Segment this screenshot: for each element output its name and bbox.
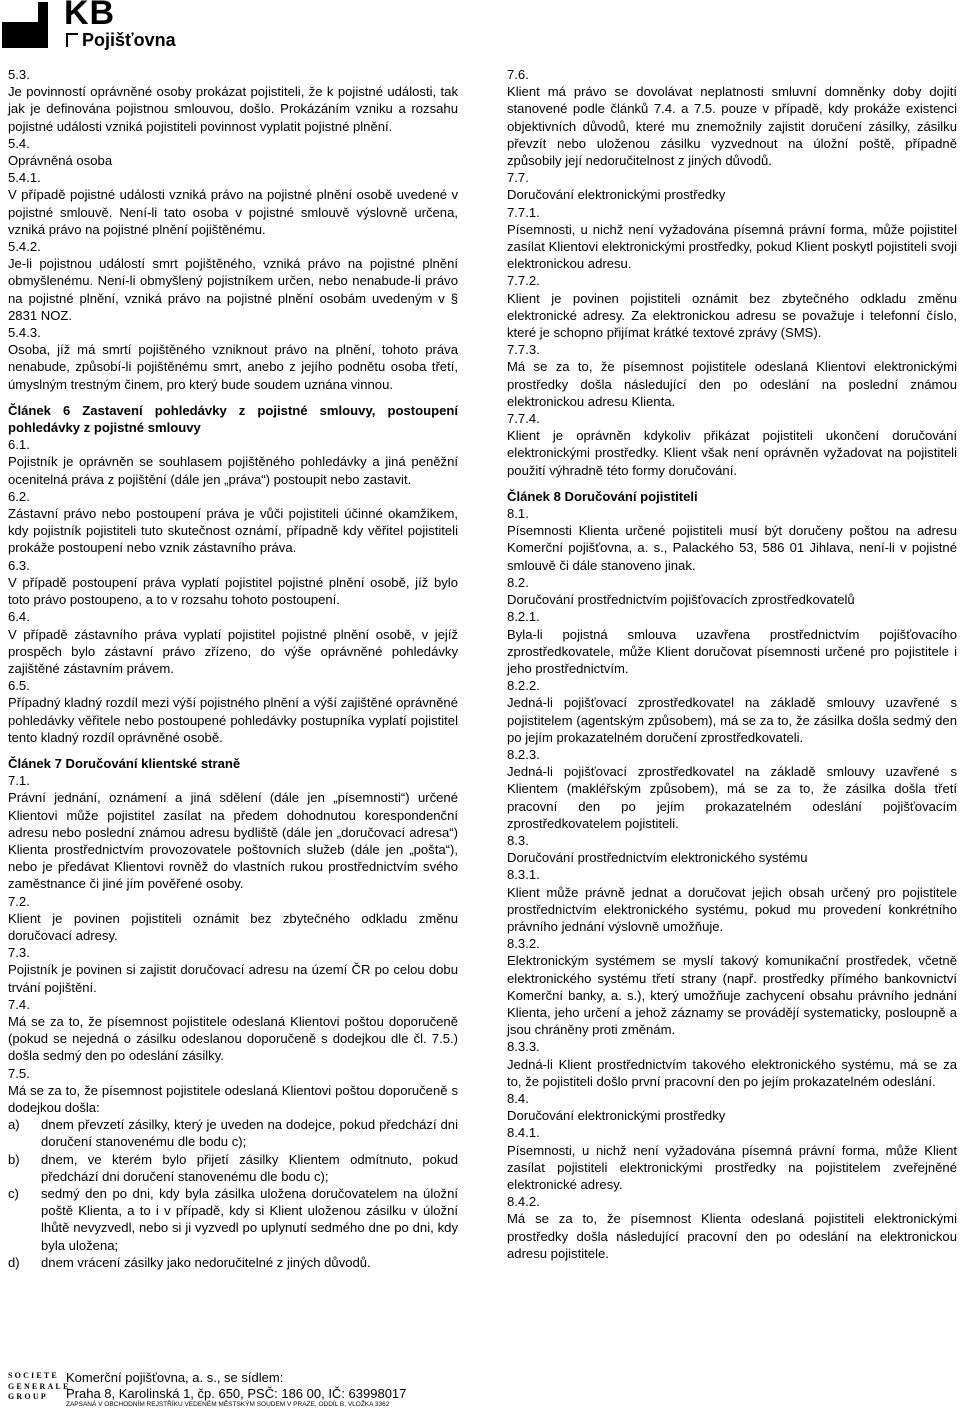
- section-number: 8.3.3.: [507, 1039, 540, 1055]
- subheading: Doručování elektronickými prostředky: [507, 1108, 726, 1124]
- list-item: [8, 1254, 458, 1271]
- section-number: 8.2.2.: [507, 678, 540, 694]
- footer-address-line: Praha 8, Karolinská 1, čp. 650, PSČ: 186 00, IČ: 63998017: [66, 1386, 407, 1401]
- paragraph: Případný kladný rozdíl mezi výší pojistného plnění a výší zajištěné oprávněné pohledávky věřitele nebo postoupené pohledávky postupníka vyplatí pojistitel tento kladný rozdíl oprávněné osobě.: [8, 695, 458, 745]
- paragraph: Písemnosti Klienta určené pojistiteli musí být doručeny poštou na adresu Komerční pojišťovna, a. s., Palackého 53, 586 01 Jihlava, není-li v pojistné smlouvě či dále stanoveno jinak.: [507, 523, 957, 573]
- right-column: [507, 66, 957, 1262]
- footer-company-line: Komerční pojišťovna, a. s., se sídlem:: [66, 1370, 284, 1385]
- section-number: 7.6.: [507, 67, 529, 82]
- footer-registry-line: ZAPSANÁ V OBCHODNÍM REJSTŘÍKU VEDENÉM MĚSTSKÝM SOUDEM V PRAZE, ODDÍL B, VLOŽKA 3362: [66, 1401, 390, 1408]
- list-text: dnem vrácení zásilky jako nedoručitelné z jiných důvodů.: [41, 1254, 371, 1270]
- paragraph: V případě zástavního práva vyplatí pojistitel pojistné plnění osobě, v jejíž prospěch bylo zástavní právo zřízeno, do výše oprávněné pohledávky zajištěné zástavním právem.: [8, 626, 458, 676]
- list-text: dnem převzetí zásilky, který je uveden na dodejce, pokud předchází dni doručení stanovenému dle bodu c);: [41, 1117, 458, 1150]
- kb-logo-mark: [2, 2, 48, 48]
- section-number: 8.1.: [507, 506, 529, 522]
- list-label: d): [8, 1254, 20, 1270]
- section-number: 8.4.1.: [507, 1125, 540, 1141]
- section-number: 7.1.: [8, 773, 30, 789]
- subheading: Doručování prostřednictvím pojišťovacích zprostředkovatelů: [507, 592, 855, 608]
- paragraph: Písemnosti, u nichž není vyžadována písemná právní forma, může pojistitel zasílat Klientovi elektronickými prostředky, pokud Klient poskytl pojistiteli svoji elektronickou adresu.: [507, 221, 957, 272]
- list-label: a): [8, 1117, 20, 1133]
- section-number: 7.5.: [8, 1065, 30, 1081]
- list-text: dnem, ve kterém bylo přijetí zásilky Klientem odmítnuto, pokud předchází dni doručení stanovenému dle bodu c);: [41, 1151, 458, 1184]
- logo-subtitle-text: Pojišťovna: [82, 30, 176, 50]
- section-number: 5.4.: [8, 135, 30, 151]
- section-number: 8.3.: [507, 832, 529, 848]
- paragraph: Klient má právo se dovolávat neplatnosti smluvní domněnky doby dojití stanovené podle článků 7.4. a 7.5. pouze v případě, kdy prokáže existenci objektivních důvodů, které mu znemožnily zajistit doručení zásilky, zásilku převzít nebo uloženou zásilku vyzvednout na úložní poště, případně způsobily její nedoručitelnost z jiných důvodů.: [507, 84, 957, 169]
- list-item: [8, 1116, 458, 1150]
- paragraph: Písemnosti, u nichž není vyžadována písemná právní forma, může Klient zasílat pojistiteli elektronickými prostředky na pojistitelem zveřejněné elektronické adresy.: [507, 1142, 957, 1192]
- article-heading: Článek 8 Doručování pojistiteli: [507, 488, 698, 504]
- section-number: 8.4.: [507, 1090, 529, 1106]
- section-number: 7.7.2.: [507, 273, 540, 289]
- paragraph: Klient je oprávněn kdykoliv přikázat pojistiteli ukončení doručování elektronickými prostředky. Klient však není oprávněn vyžadovat na pojistiteli použití výhradně této formy doručování.: [507, 428, 957, 478]
- section-number: 6.2.: [8, 488, 30, 504]
- article-heading: Článek 6 Zastavení pohledávky z pojistné smlouvy, postoupení pohledávky z pojistné smlouvy: [8, 402, 458, 436]
- paragraph: Jedná-li pojišťovací zprostředkovatel na základě smlouvy uzavřené s Klientem (makléřským způsobem), má se za to, že zásilka došla třetí pracovní den po jejím prokazatelném odeslání pojišťovacím zprostředkovatelem pojistiteli.: [507, 764, 957, 831]
- section-number: 5.4.2.: [8, 239, 41, 255]
- section-number: 8.2.3.: [507, 746, 540, 762]
- section-number: 8.2.: [507, 574, 529, 590]
- section-number: 6.1.: [8, 437, 30, 453]
- sg-logo-line: SOCIETE: [8, 1371, 59, 1380]
- document-header: [0, 0, 960, 52]
- subheading: Doručování elektronickými prostředky: [507, 187, 726, 203]
- section-number: 8.3.2.: [507, 936, 540, 952]
- section-number: 6.4.: [8, 609, 30, 625]
- sg-logo-line: GROUP: [8, 1392, 48, 1401]
- section-number: 7.3.: [8, 945, 30, 961]
- paragraph: Klient je povinen pojistiteli oznámit bez zbytečného odkladu změnu doručovací adresy.: [8, 910, 458, 943]
- subheading: Doručování prostřednictvím elektronického systému: [507, 850, 808, 866]
- paragraph: Pojistník je oprávněn se souhlasem pojištěného pohledávky a jiná peněžní ocenitelná práva z pojištění (dále jen „práva“) postoupit nebo zastavit.: [8, 454, 458, 487]
- section-number: 8.2.1.: [507, 609, 540, 625]
- section-number: 7.7.3.: [507, 342, 540, 358]
- section-number: 7.7.1.: [507, 204, 540, 220]
- paragraph: Má se za to, že písemnost pojistitele odeslaná Klientovi poštou doporučeně (pokud se nejedná o zásilku odeslanou doporučeně s dodejkou dle čl. 7.5.) došla sedmý den po odeslání zásilky.: [8, 1013, 458, 1064]
- section-number: 5.3.: [8, 67, 30, 82]
- section-number: 8.4.2.: [507, 1194, 540, 1210]
- paragraph: Osoba, jíž má smrtí pojištěného vzniknout právo na plnění, tohoto práva nenabude, způsobí-li pojištěnému smrt, anebo z jejího podnětu osoba třetí, úmyslným trestným činem, pro který bude soudem uznána vinnou.: [8, 342, 458, 392]
- section-number: 8.3.1.: [507, 867, 540, 883]
- article-heading: Článek 7 Doručování klientské straně: [8, 755, 241, 771]
- paragraph: Byla-li pojistná smlouva uzavřena prostřednictvím pojišťovacího zprostředkovatele, může Klient doručovat písemnosti určené pro pojistitele i jeho prostřednictvím.: [507, 626, 957, 676]
- list-item: [8, 1151, 458, 1185]
- section-number: 7.7.4.: [507, 411, 540, 427]
- logo-kb-text: KB: [64, 0, 116, 32]
- paragraph: Má se za to, že písemnost pojistitele odeslaná Klientovi elektronickými prostředky došla následující den po odeslání na poslední známou elektronickou adresu Klienta.: [507, 359, 957, 409]
- left-column: [8, 66, 458, 1271]
- section-number: 6.5.: [8, 678, 30, 694]
- paragraph: Elektronickým systémem se myslí takový komunikační prostředek, včetně elektronického systému třetí strany (např. prostředky přímého bankovnictví Komerční banky, a. s.), který umožňuje zachycení obsahu právního jednání Klienta, jeho určení a jehož záznamy se provádějí systematicky, posloupně a jsou chráněny proti změnám.: [507, 953, 957, 1038]
- section-number: 5.4.1.: [8, 170, 41, 186]
- paragraph: Právní jednání, oznámení a jiná sdělení (dále jen „písemnosti“) určené Klientovi může pojistitel zasílat na předem dohodnutou korespondenční adresu nebo poslední známou adresu bydliště (dále jen „doručovací adresa“) Klienta prostřednictvím provozovatele poštovních služeb (dále jen „pošta“), nebo je předávat Klientovi rovněž do vlastních rukou prostřednictvím svého zaměstnance či jiné jím pověřené osoby.: [8, 790, 458, 892]
- paragraph: Jedná-li Klient prostřednictvím takového elektronického systému, má se za to, že pojistiteli došlo první pracovní den po jejím prokazatelném odeslání.: [507, 1056, 957, 1089]
- subheading: Oprávněná osoba: [8, 153, 113, 169]
- logo-subtitle: [66, 31, 176, 49]
- paragraph: Jedná-li pojišťovací zprostředkovatel na základě smlouvy uzavřené s pojistitelem (agentským způsobem), má se za to, že zásilka došla sedmý den po jejím prokazatelném doručení zprostředkovateli.: [507, 695, 957, 745]
- paragraph: Pojistník je povinen si zajistit doručovací adresu na území ČR po celou dobu trvání pojištění.: [8, 962, 458, 995]
- list-label: c): [8, 1186, 19, 1201]
- paragraph: V případě postoupení práva vyplatí pojistitel pojistné plnění osobě, jíž bylo toto právo postoupeno, a to v rozsahu tohoto postoupení.: [8, 574, 458, 608]
- paragraph: Klient může právně jednat a doručovat jejich obsah určený pro pojistitele prostřednictvím elektronického systému, pokud mu provedení konkrétního právního jednání výslovně umožňuje.: [507, 884, 957, 934]
- document-footer: [0, 1368, 960, 1411]
- paragraph: Je-li pojistnou událostí smrt pojištěného, vzniká právo na pojistné plnění obmyšlenému. Není-li obmyšlený pojistníkem určen, nebo nenabude-li právo na pojistné plnění, vzniká právo na pojistné plnění osobám uvedeným v § 2831 NOZ.: [8, 256, 458, 323]
- societe-generale-logo: [8, 1371, 71, 1403]
- section-number: 5.4.3.: [8, 325, 41, 341]
- paragraph: Klient je povinen pojistiteli oznámit bez zbytečného odkladu změnu elektronické adresy. Za elektronickou adresu se považuje i telefonní číslo, které je schopno přijímat krátké textové zprávy (SMS).: [507, 290, 957, 341]
- paragraph: Má se za to, že písemnost pojistitele odeslaná Klientovi poštou doporučeně s dodejkou došla:: [8, 1082, 458, 1115]
- sg-logo-line: GENERALE: [8, 1381, 71, 1391]
- list-label: b): [8, 1151, 20, 1167]
- paragraph: Má se za to, že písemnost Klienta odeslaná pojistiteli elektronickými prostředky došla následující pracovní den po odeslání na elektronickou adresu pojistitele.: [507, 1211, 957, 1261]
- section-number: 6.3.: [8, 557, 30, 573]
- section-number: 7.2.: [8, 893, 30, 909]
- section-number: 7.7.: [507, 170, 529, 186]
- paragraph: Zástavní právo nebo postoupení práva je vůči pojistiteli účinné okamžikem, kdy pojistník pojistiteli tuto skutečnost oznámí, případně kdy věřitel pojistiteli prokáže postoupení nebo vznik zástavního práva.: [8, 506, 458, 556]
- list-text: sedmý den po dni, kdy byla zásilka uložena doručovatelem na úložní poště Klienta, a to i v případě, kdy si Klient uloženou zásilku v úložní lhůtě nevyzvedl, nebo si ji vyzvedl po uplynutí sedmého dne po dni, kdy byla uložena;: [41, 1186, 458, 1253]
- section-number: 7.4.: [8, 996, 30, 1012]
- list-item: [8, 1185, 458, 1254]
- paragraph: V případě pojistné události vzniká právo na pojistné plnění osobě uvedené v pojistné smlouvě. Není-li tato osoba v pojistné smlouvě výslovně určena, vzniká právo na pojistné plnění pojištěnému.: [8, 187, 458, 237]
- paragraph: Je povinností oprávněné osoby prokázat pojistiteli, že k pojistné události, tak jak je definována pojistnou smlouvou, došlo. Prokázáním vzniku a rozsahu pojistné události vzniká pojistiteli povinnost vyplatit pojistné plnění.: [8, 84, 458, 134]
